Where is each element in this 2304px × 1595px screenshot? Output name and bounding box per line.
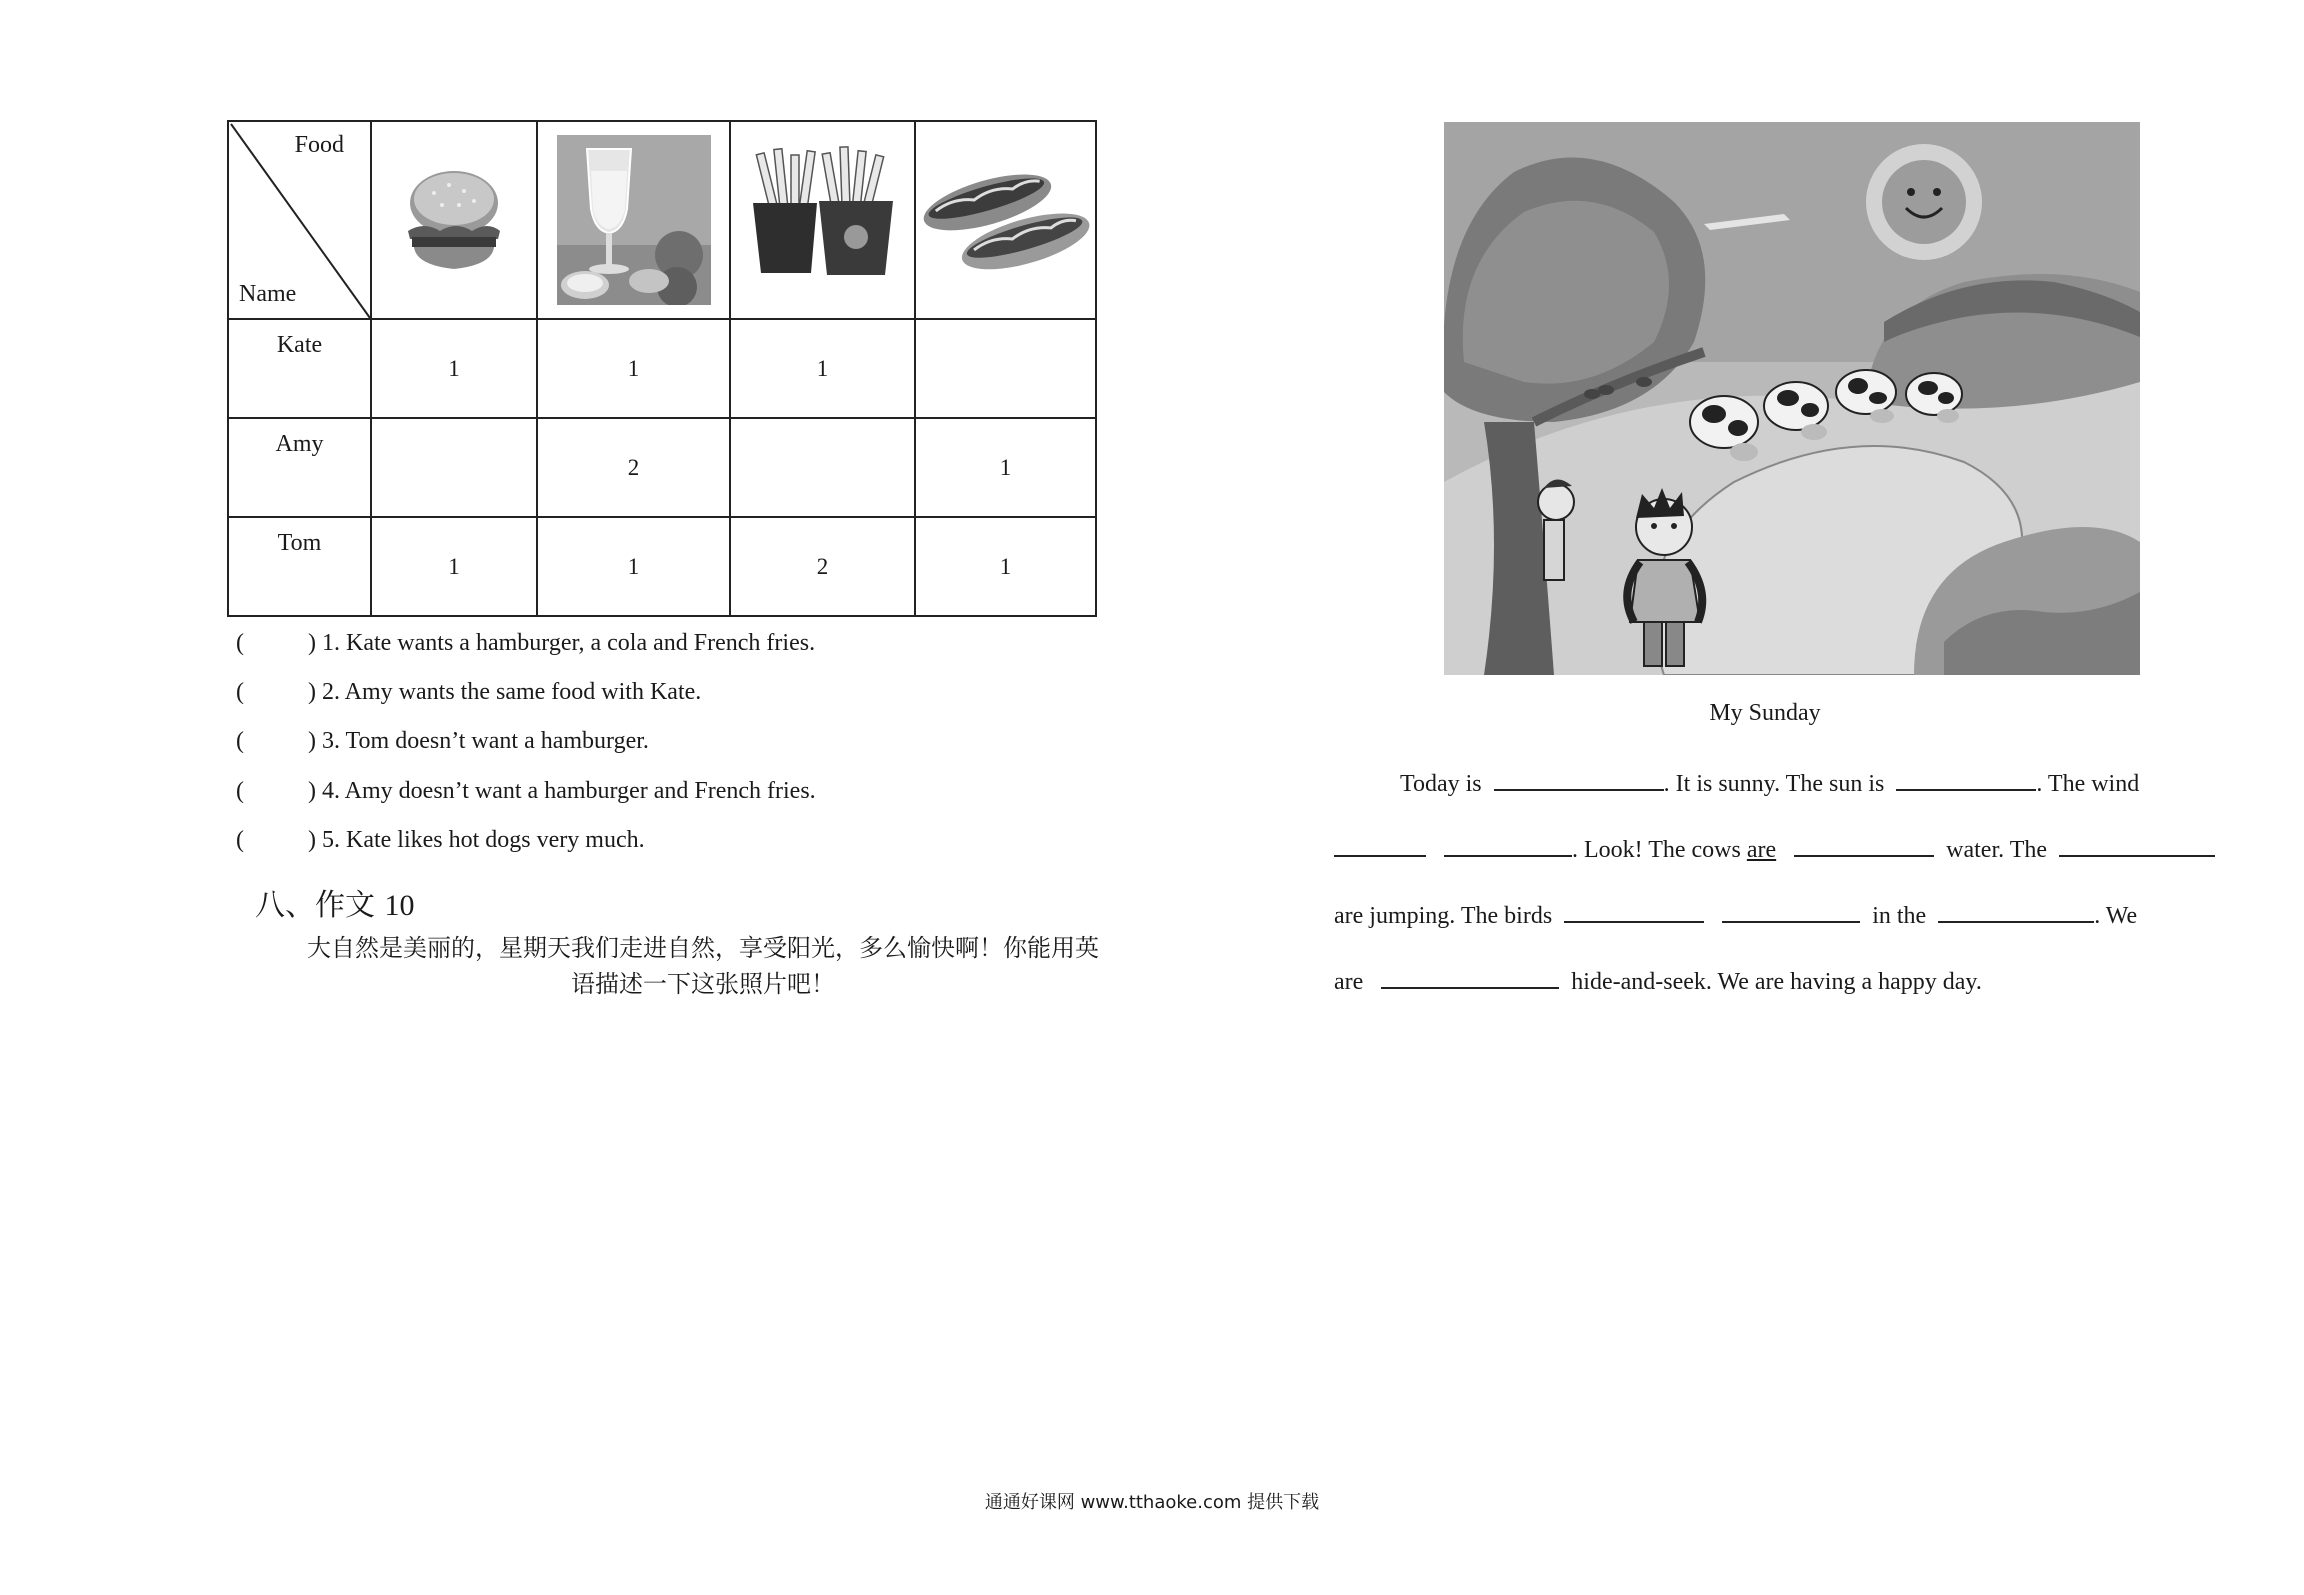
table-cell: 1 [915, 517, 1096, 616]
table-cell: 1 [537, 319, 730, 418]
row-name-tom: Tom [228, 517, 371, 616]
park-scene-illustration [1444, 122, 2140, 675]
composition-line-4: are hide-and-seek. We are having a happy day. [1334, 963, 1982, 996]
row-name-amy: Amy [228, 418, 371, 517]
table-cell [371, 418, 537, 517]
table-cell: 2 [730, 517, 915, 616]
section-score: 10 [384, 889, 415, 922]
blank-birds-1[interactable] [1564, 897, 1704, 923]
juice-image [537, 121, 730, 319]
statement-5: ( ) 5. Kate likes hot dogs very much. [236, 827, 645, 853]
table-cell [730, 418, 915, 517]
section-heading: 八、作文 10 [255, 888, 415, 923]
statement-2: ( ) 2. Amy wants the same food with Kate. [236, 679, 702, 705]
blank-sun[interactable] [1896, 765, 2036, 791]
answer-blank[interactable]: ( [236, 778, 244, 804]
answer-blank[interactable]: ( [236, 827, 244, 853]
blank-birds-2[interactable] [1722, 897, 1860, 923]
table-cell: 1 [371, 319, 537, 418]
food-table [227, 120, 1097, 617]
french-fries-image [730, 121, 915, 319]
composition-title: My Sunday [1709, 700, 1821, 726]
page-footer: 通通好课网 www.tthaoke.com 提供下载 [984, 1492, 1320, 1513]
statement-3: ( ) 3. Tom doesn’t want a hamburger. [236, 728, 649, 754]
composition-line-3: are jumping. The birds in the . We [1334, 897, 2137, 930]
blank-playing[interactable] [1381, 963, 1559, 989]
table-cell: 2 [537, 418, 730, 517]
instruction-line-2: 语描述一下这张照片吧！ [571, 970, 835, 998]
blank-day[interactable] [1494, 765, 1664, 791]
table-cell [915, 319, 1096, 418]
hamburger-image [371, 121, 537, 319]
blank-animals[interactable] [2059, 831, 2215, 857]
composition-line-1: Today is . It is sunny. The sun is . The wind [1400, 765, 2139, 798]
table-cell: 1 [537, 517, 730, 616]
statement-1: ( ) 1. Kate wants a hamburger, a cola and French fries. [236, 630, 816, 656]
blank-place[interactable] [1938, 897, 2094, 923]
sun-icon [1866, 144, 1982, 260]
answer-blank[interactable]: ( [236, 728, 244, 754]
instruction-line-1: 大自然是美丽的，星期天我们走进自然，享受阳光，多么愉快啊！你能用英 [307, 934, 1099, 962]
blank-wind-2[interactable] [1444, 831, 1572, 857]
statement-4: ( ) 4. Amy doesn’t want a hamburger and French fries. [236, 778, 816, 804]
answer-blank[interactable]: ( [236, 679, 244, 705]
name-header-label: Name [239, 281, 297, 307]
row-name-kate: Kate [228, 319, 371, 418]
table-cell: 1 [730, 319, 915, 418]
underlined-are: are [1746, 837, 1777, 863]
table-header-corner [228, 121, 371, 319]
blank-wind-1[interactable] [1334, 831, 1426, 857]
blank-cows-action[interactable] [1794, 831, 1934, 857]
answer-blank[interactable]: ( [236, 630, 244, 656]
food-header-label: Food [294, 132, 344, 158]
hot-dog-image [915, 121, 1096, 319]
table-cell: 1 [915, 418, 1096, 517]
composition-line-2: . Look! The cows are water. The [1334, 831, 2215, 864]
table-cell: 1 [371, 517, 537, 616]
